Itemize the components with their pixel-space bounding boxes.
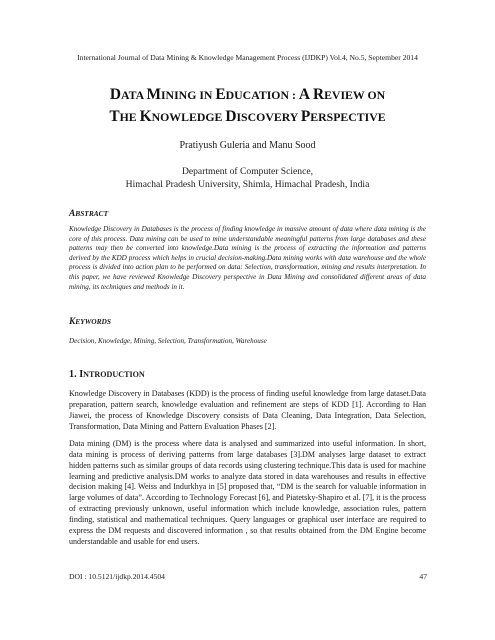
title-smallcaps: INING IN xyxy=(160,88,216,102)
affiliation-department: Department of Computer Science, xyxy=(181,166,314,177)
title-line-1 xyxy=(40,84,455,106)
title-cap: D xyxy=(109,86,121,103)
introduction-paragraph-1: Knowledge Discovery in Databases (KDD) is the process of finding useful knowledge from large dataset.Data preparation, pattern search, knowledge evaluation and refinement are steps of KDD [1]. According to Han Jiawei, the process of Knowledge Discovery consists of Data Cleaning, Data Integration, Data Selection, Transformation, Data Mining and Pattern Evaluation Phases [2]. xyxy=(69,389,426,431)
title-cap: P xyxy=(300,108,311,125)
keywords-heading-smallcaps: EYWORDS xyxy=(75,317,111,326)
introduction-heading-number: 1. I xyxy=(69,369,84,380)
title-cap: T xyxy=(109,108,120,125)
abstract-heading-smallcaps: BSTRACT xyxy=(75,209,109,218)
title-cap: E xyxy=(215,86,226,103)
doi-footer: DOI : 10.5121/ijdkp.2014.4504 xyxy=(69,572,165,581)
title-smallcaps: DUCATION : xyxy=(225,88,299,102)
title-smallcaps: NOWLEDGE xyxy=(151,110,226,124)
abstract-text: Knowledge Discovery in Databases is the process of finding knowledge in massive amount of data where data mining is the core of this process. Data mining can be used to mine understandable meaningful patterns from large databases and these patterns may then be converted into knowledge.Data mining is the process of extracting the information and patterns derived by the KDD process which helps in crucial decision-making.Data mining works with data warehouse and the whole process is divided into action plan to be performed on data: Selection, transformation, mining and results interpretation. In this paper, we have reviewed Knowledge Discovery perspective in Data Mining and consolidated different areas of data mining, its techniques and methods in it. xyxy=(69,225,426,291)
paper-title xyxy=(40,84,455,128)
running-header: International Journal of Data Mining & Knowledge Management Process (IJDKP) Vol.4, No.5, September 2014 xyxy=(77,53,418,62)
title-cap: K xyxy=(139,108,152,125)
introduction-paragraph-2: Data mining (DM) is the process where data is analysed and summarized into useful information. In short, data mining is process of deriving patterns from large databases [3].DM analyses large dataset to extract hidden patterns such as similar groups of data records using clustering technique.This data is used for machine learning and predictive analysis.DM works to analyze data stored in data warehouses and results in effective decision making [4]. Weiss and Indurkhya in [5] proposed that, “DM is the search for valuable information in large volumes of data”. According to Technology Forecast [6], and Piatetsky-Shapiro et al. [7], it is the process of extracting previously unknown, useful information which include knowledge, association rules, pattern finding, statistical and mathematical techniques. Query languages or graphical user interface are required to express the DM requests and discovered information , so that results obtained from the DM Engine become understandable and usable for end users. xyxy=(69,439,426,546)
title-smallcaps: HE xyxy=(119,110,140,124)
introduction-heading-smallcaps: NTRODUCTION xyxy=(83,370,145,379)
page-number: 47 xyxy=(419,572,427,581)
title-smallcaps: ATA xyxy=(120,88,147,102)
title-cap: D xyxy=(225,108,237,125)
title-cap: A R xyxy=(298,86,325,103)
keywords-text: Decision, Knowledge, Mining, Selection, Transformation, Warehouse xyxy=(69,337,267,345)
keywords-heading xyxy=(69,316,111,328)
abstract-heading xyxy=(69,208,108,220)
title-smallcaps: EVIEW ON xyxy=(324,88,386,102)
title-cap: M xyxy=(146,86,161,103)
title-line-2 xyxy=(40,106,455,128)
abstract-heading-cap: A xyxy=(69,209,76,219)
affiliation-university: Himachal Pradesh University, Shimla, Himachal Pradesh, India xyxy=(125,179,370,190)
affiliation xyxy=(0,165,495,191)
title-smallcaps: ERSPECTIVE xyxy=(310,110,386,124)
introduction-heading xyxy=(69,368,145,381)
keywords-heading-cap: K xyxy=(69,317,76,327)
title-smallcaps: ISCOVERY xyxy=(236,110,301,124)
author-list: Pratiyush Guleria and Manu Sood xyxy=(179,140,316,151)
